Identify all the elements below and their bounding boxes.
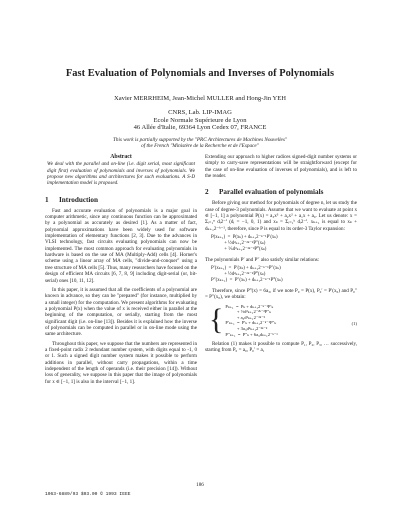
body-paragraph: Before giving our method for polynomials of degree n, let us study the case of degree-3 polynomials. Assume that we want to evaluate at point x ∈ [−1, 1] a polynomial P(x) = a₃x³ + a₂x² + a₁x + a₀. Let us denote: x = Σᵢ₌₁ⁿ dᵢ2⁻ⁱ (dᵢ = −1, 0, 1) and xₖ = Σᵢ₌₁ᵏ dᵢ2⁻ⁱ. xₖ₊₁ is equal to xₖ + dₖ₊₁2⁻ᵏ⁻¹, therefore, since P is equal to its order-3 Taylor expansion: <box>205 200 357 232</box>
affiliation-line: CNRS, Lab. LIP-IMAG <box>168 109 232 116</box>
equation-line: + ½d²ₖ₊₁2⁻²ᵏ⁻²P‴(xₖ) <box>211 272 266 278</box>
section-number: 2 <box>205 188 209 197</box>
equation-line: P″ₖ₊₁ = P″ₖ + 6a₃dₖ₊₁2⁻ᵏ⁻¹ <box>225 331 278 337</box>
abstract-text: We deal with the parallel and on-line (i.e. digit serial, most significant digit first) evaluation of polynomials and inverses of polynomials. We propose new algorithms and architectures for such evaluations. A S-D implementation model is proposed. <box>47 161 195 187</box>
body-paragraph: The polynomials P′ and P″ also satisfy similar relations: <box>205 256 320 263</box>
brace-symbol: { <box>209 303 224 337</box>
equation-line: + ½d²ₖ₊₁2⁻²ᵏ⁻²P″(xₖ) <box>211 241 266 246</box>
support-line: This work is partially supported by the "PRC Architectures de Machines Nouvelles" <box>112 137 288 143</box>
taylor-equation <box>211 235 357 253</box>
derivative-equations <box>211 266 357 284</box>
paper-title: Fast Evaluation of Polynomials and Inverses of Polynomials <box>65 68 335 79</box>
equation-number: (1) <box>351 320 357 326</box>
intro-paragraph: In this paper, it is assumed that all the coefficients of a polynomial are known in advance, so they can be "prepared" (for instance, multiplied by a small integer) for the computation. We present algorithms for evaluating a polynomial P(x) when the value of x is received either in parallel at the beginning of the computation, or serially, starting from the most significant digit (i.e. on-line [13]). Besides it is explained how the inverse of polynomials can be computed in parallel or in on-line mode using the same architecture. <box>45 286 197 338</box>
intro-paragraph: Throughout this paper, we suppose that the numbers are represented in a fixed-point radix 2 redundant number system, with digits equal to -1, 0 or 1. Such a signed digit number system makes it possible to perform additions in parallel, without carry propagations, within a time independent of the length of operands (i.e. their precision [14]). Without loss of generality, we suppose in this paper that the image of polynomials for x ∈ [−1, 1] is also in the interval [−1, 1]. <box>45 340 197 385</box>
section-title: Parallel evaluation of polynomials <box>219 188 324 197</box>
continuation-paragraph: Extending our approach to higher radices signed-digit number systems or simply to carry-save representations will be straightforward (except for the case of on-line evaluation of inverses of polynomials), and is left to the reader. <box>205 154 357 180</box>
copyright-line: 1063-6889/93 $03.00 © 1993 IEEE <box>45 492 131 497</box>
section-title: Introduction <box>59 195 99 204</box>
right-column <box>205 154 357 357</box>
recurrence-system <box>209 304 357 338</box>
affiliation <box>40 109 360 132</box>
affiliation-line: Ecole Normale Supérieure de Lyon <box>153 116 247 124</box>
section-number: 1 <box>45 195 49 204</box>
abstract-heading: Abstract <box>110 154 132 160</box>
equation-line: P′(xₖ₊₁) = P′(xₖ) + dₖ₊₁2⁻ᵏ⁻¹P″(xₖ) <box>211 266 281 272</box>
section-heading-parallel <box>205 188 357 196</box>
equation-line: + a₃d³ₖ₊₁2⁻³ᵏ⁻³ <box>225 314 265 320</box>
equation-line: P(xₖ₊₁) = P(xₖ) + dₖ₊₁2⁻ᵏ⁻¹P′(xₖ) <box>211 235 278 241</box>
left-column <box>45 154 197 388</box>
system-rows <box>225 304 277 338</box>
affiliation-line: 46 Allée d'Italie, 69364 Lyon Cedex 07, FRANCE <box>133 124 267 132</box>
equation-line: Pₖ₊₁ = Pₖ + dₖ₊₁2⁻ᵏ⁻¹P′ₖ <box>225 303 274 309</box>
author-list: Xavier MERRHEIM, Jean-Michel MULLER and Hong-Jin YEH <box>113 95 287 102</box>
equation-line: + ⅙d³ₖ₊₁2⁻³ᵏ⁻³P‴(xₖ) <box>211 246 267 252</box>
equation-line: + ½d²ₖ₊₁2⁻²ᵏ⁻²P″ₖ <box>225 309 271 315</box>
support-note <box>60 137 340 149</box>
page-number: 186 <box>196 482 204 488</box>
body-paragraph: Therefore, since P‴(x) = 6a₃, if we note P₀ = P(x), P₀′ = P′(x₀) and P₀″ = P″(x₀), we obtain: <box>205 287 357 301</box>
intro-paragraph: Fast and accurate evaluation of polynomials is a major goal in computer arithmetic, since any continuous function can be approximated by a polynomial as accurately as desired [1]. As a matter of fact, polynomial approximations have been widely used for software implementation of elementary functions [2, 3]. Due to the advances in VLSI technology, fast circuits evaluating polynomials can now be implemented. The most common approach for evaluating polynomials in hardware is based on the use of MA (Multiply-Add) cells [4]. Horner's scheme using a linear array of MA cells, "divide-and-conquer" using a tree structure of MA cells [5]. Thus, many researchers have focused on the design of efficient MA circuits [6, 7, 8, 9] including digit-serial (or, bit-serial) ones [10, 11, 12]. <box>45 207 197 284</box>
equation-line: P′ₖ₊₁ = P′ₖ + dₖ₊₁2⁻ᵏ⁻¹P″ₖ <box>225 320 277 326</box>
section-heading-introduction <box>45 196 197 204</box>
equation-line: P″(xₖ₊₁) = P″(xₖ) + dₖ₊₁2⁻ᵏ⁻¹P‴(xₖ) <box>211 277 283 283</box>
support-line: of the French "Ministère de la Recherche et de l'Espace" <box>141 143 259 150</box>
equation-line: + 3a₃d²ₖ₊₁2⁻²ᵏ⁻² <box>225 325 268 331</box>
body-paragraph: Relation (1) makes it possible to compute P₁, P₂, P₃, … successively, starting from P₀ = a₀, P₀′ = a₁ <box>205 341 357 354</box>
